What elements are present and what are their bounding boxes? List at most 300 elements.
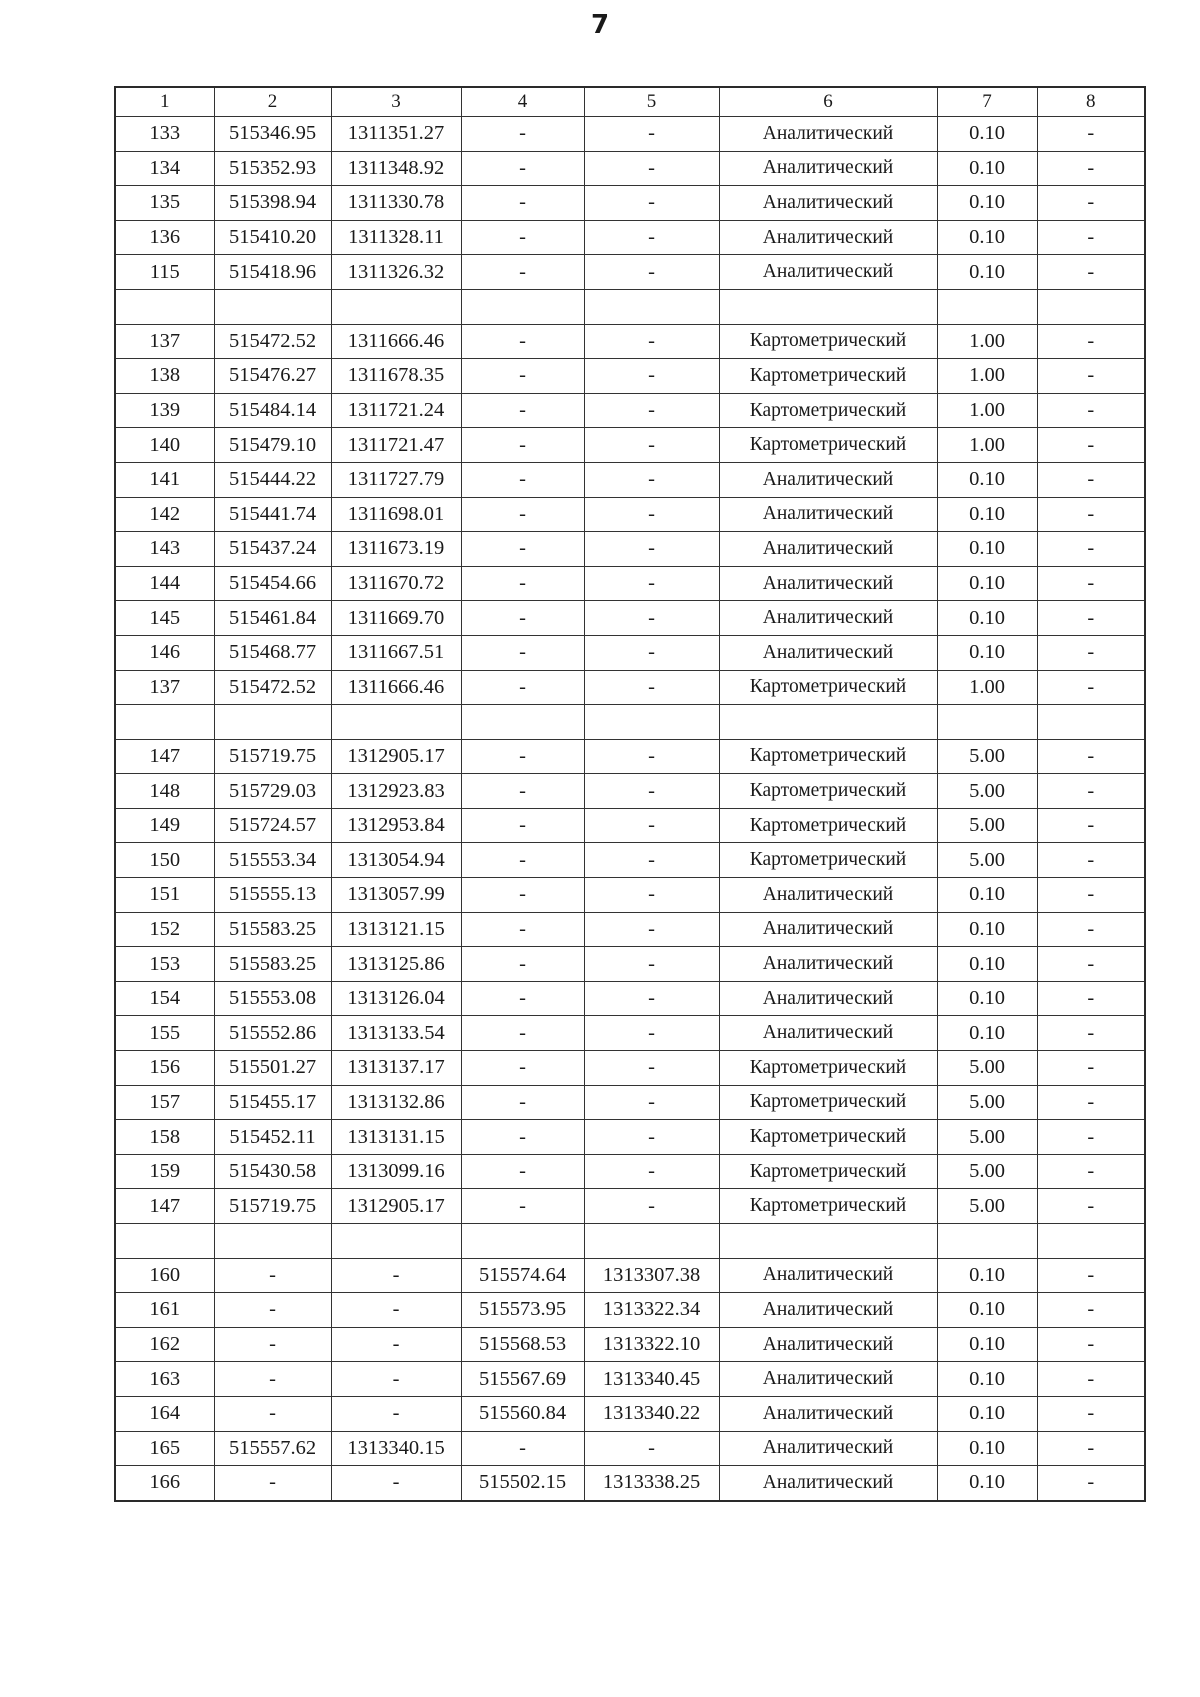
- table-row: [115, 1016, 1145, 1051]
- accuracy-cell: 0.10: [937, 1362, 1037, 1397]
- x-coordinate-cell: -: [214, 1293, 331, 1328]
- table-row: [115, 324, 1145, 359]
- method-cell: Картометрический: [719, 324, 937, 359]
- y-coordinate-cell: 1313057.99: [331, 878, 461, 913]
- column-header: 7: [937, 87, 1037, 117]
- x-new-coordinate-cell: -: [461, 1431, 584, 1466]
- x-coordinate-cell: [214, 289, 331, 324]
- accuracy-cell: 0.10: [937, 151, 1037, 186]
- y-coordinate-cell: 1311721.24: [331, 393, 461, 428]
- table-row: [115, 1362, 1145, 1397]
- point-number-cell: [115, 1224, 214, 1259]
- table-row: [115, 1466, 1145, 1501]
- x-coordinate-cell: 515468.77: [214, 635, 331, 670]
- y-coordinate-cell: 1311326.32: [331, 255, 461, 290]
- table-row: [115, 774, 1145, 809]
- y-new-coordinate-cell: -: [584, 532, 719, 567]
- table-row: [115, 1327, 1145, 1362]
- method-cell: Аналитический: [719, 947, 937, 982]
- x-new-coordinate-cell: 515573.95: [461, 1293, 584, 1328]
- accuracy-cell: 0.10: [937, 1466, 1037, 1501]
- x-new-coordinate-cell: -: [461, 601, 584, 636]
- accuracy-cell: 5.00: [937, 774, 1037, 809]
- x-new-coordinate-cell: [461, 289, 584, 324]
- method-cell: Картометрический: [719, 1051, 937, 1086]
- x-new-coordinate-cell: -: [461, 532, 584, 567]
- table-row: [115, 393, 1145, 428]
- point-number-cell: 150: [115, 843, 214, 878]
- point-number-cell: 147: [115, 739, 214, 774]
- x-coordinate-cell: 515472.52: [214, 670, 331, 705]
- accuracy-cell: 5.00: [937, 1051, 1037, 1086]
- accuracy-cell: 1.00: [937, 359, 1037, 394]
- y-new-coordinate-cell: -: [584, 497, 719, 532]
- table-header-row: [115, 87, 1145, 117]
- note-cell: -: [1037, 324, 1145, 359]
- point-number-cell: 160: [115, 1258, 214, 1293]
- point-number-cell: 149: [115, 808, 214, 843]
- x-coordinate-cell: 515553.08: [214, 981, 331, 1016]
- point-number-cell: [115, 289, 214, 324]
- y-new-coordinate-cell: -: [584, 1120, 719, 1155]
- x-coordinate-cell: 515484.14: [214, 393, 331, 428]
- table-separator-row: [115, 1224, 1145, 1259]
- x-coordinate-cell: 515472.52: [214, 324, 331, 359]
- note-cell: -: [1037, 1466, 1145, 1501]
- point-number-cell: 142: [115, 497, 214, 532]
- y-coordinate-cell: 1311721.47: [331, 428, 461, 463]
- note-cell: -: [1037, 1396, 1145, 1431]
- x-new-coordinate-cell: -: [461, 497, 584, 532]
- point-number-cell: 139: [115, 393, 214, 428]
- x-new-coordinate-cell: -: [461, 878, 584, 913]
- x-new-coordinate-cell: 515568.53: [461, 1327, 584, 1362]
- x-new-coordinate-cell: -: [461, 151, 584, 186]
- y-new-coordinate-cell: [584, 289, 719, 324]
- accuracy-cell: 0.10: [937, 186, 1037, 221]
- x-coordinate-cell: [214, 705, 331, 740]
- x-coordinate-cell: -: [214, 1396, 331, 1431]
- method-cell: Аналитический: [719, 1327, 937, 1362]
- x-new-coordinate-cell: -: [461, 1120, 584, 1155]
- y-new-coordinate-cell: 1313340.45: [584, 1362, 719, 1397]
- table-separator-row: [115, 705, 1145, 740]
- x-new-coordinate-cell: -: [461, 1051, 584, 1086]
- accuracy-cell: 5.00: [937, 1085, 1037, 1120]
- method-cell: [719, 1224, 937, 1259]
- x-new-coordinate-cell: -: [461, 117, 584, 152]
- table-row: [115, 670, 1145, 705]
- y-coordinate-cell: 1311348.92: [331, 151, 461, 186]
- y-new-coordinate-cell: -: [584, 635, 719, 670]
- table-row: [115, 255, 1145, 290]
- accuracy-cell: 0.10: [937, 220, 1037, 255]
- accuracy-cell: 0.10: [937, 947, 1037, 982]
- y-new-coordinate-cell: -: [584, 670, 719, 705]
- x-coordinate-cell: -: [214, 1466, 331, 1501]
- note-cell: -: [1037, 912, 1145, 947]
- method-cell: Аналитический: [719, 220, 937, 255]
- y-new-coordinate-cell: -: [584, 117, 719, 152]
- x-coordinate-cell: 515724.57: [214, 808, 331, 843]
- y-coordinate-cell: 1311727.79: [331, 462, 461, 497]
- x-new-coordinate-cell: 515574.64: [461, 1258, 584, 1293]
- accuracy-cell: 5.00: [937, 1189, 1037, 1224]
- table-row: [115, 359, 1145, 394]
- x-coordinate-cell: 515352.93: [214, 151, 331, 186]
- point-number-cell: 166: [115, 1466, 214, 1501]
- y-new-coordinate-cell: 1313307.38: [584, 1258, 719, 1293]
- point-number-cell: 145: [115, 601, 214, 636]
- table-separator-row: [115, 289, 1145, 324]
- table-row: [115, 497, 1145, 532]
- y-new-coordinate-cell: -: [584, 359, 719, 394]
- x-new-coordinate-cell: -: [461, 739, 584, 774]
- note-cell: -: [1037, 1327, 1145, 1362]
- note-cell: -: [1037, 1362, 1145, 1397]
- accuracy-cell: 0.10: [937, 635, 1037, 670]
- point-number-cell: 155: [115, 1016, 214, 1051]
- x-new-coordinate-cell: -: [461, 462, 584, 497]
- x-new-coordinate-cell: -: [461, 981, 584, 1016]
- table-row: [115, 151, 1145, 186]
- accuracy-cell: 0.10: [937, 601, 1037, 636]
- accuracy-cell: 0.10: [937, 1016, 1037, 1051]
- note-cell: -: [1037, 878, 1145, 913]
- y-new-coordinate-cell: [584, 705, 719, 740]
- point-number-cell: 146: [115, 635, 214, 670]
- x-new-coordinate-cell: -: [461, 393, 584, 428]
- table-row: [115, 1396, 1145, 1431]
- point-number-cell: 157: [115, 1085, 214, 1120]
- accuracy-cell: 0.10: [937, 1431, 1037, 1466]
- y-coordinate-cell: 1313099.16: [331, 1154, 461, 1189]
- point-number-cell: 161: [115, 1293, 214, 1328]
- x-new-coordinate-cell: -: [461, 255, 584, 290]
- table-row: [115, 220, 1145, 255]
- point-number-cell: 136: [115, 220, 214, 255]
- point-number-cell: 115: [115, 255, 214, 290]
- y-new-coordinate-cell: -: [584, 151, 719, 186]
- x-coordinate-cell: [214, 1224, 331, 1259]
- accuracy-cell: 0.10: [937, 532, 1037, 567]
- table-row: [115, 601, 1145, 636]
- y-new-coordinate-cell: -: [584, 808, 719, 843]
- accuracy-cell: 5.00: [937, 808, 1037, 843]
- table-row: [115, 1154, 1145, 1189]
- accuracy-cell: 0.10: [937, 912, 1037, 947]
- method-cell: [719, 289, 937, 324]
- accuracy-cell: 5.00: [937, 843, 1037, 878]
- accuracy-cell: 1.00: [937, 324, 1037, 359]
- y-new-coordinate-cell: -: [584, 220, 719, 255]
- y-coordinate-cell: -: [331, 1396, 461, 1431]
- y-new-coordinate-cell: -: [584, 255, 719, 290]
- point-number-cell: 140: [115, 428, 214, 463]
- accuracy-cell: 5.00: [937, 739, 1037, 774]
- y-coordinate-cell: 1311678.35: [331, 359, 461, 394]
- accuracy-cell: 0.10: [937, 462, 1037, 497]
- note-cell: -: [1037, 1120, 1145, 1155]
- y-coordinate-cell: [331, 289, 461, 324]
- column-header: 8: [1037, 87, 1145, 117]
- x-coordinate-cell: 515479.10: [214, 428, 331, 463]
- x-new-coordinate-cell: 515502.15: [461, 1466, 584, 1501]
- x-new-coordinate-cell: 515560.84: [461, 1396, 584, 1431]
- x-new-coordinate-cell: -: [461, 635, 584, 670]
- accuracy-cell: 1.00: [937, 670, 1037, 705]
- x-new-coordinate-cell: -: [461, 186, 584, 221]
- column-header: 6: [719, 87, 937, 117]
- point-number-cell: 164: [115, 1396, 214, 1431]
- note-cell: -: [1037, 808, 1145, 843]
- method-cell: Картометрический: [719, 1189, 937, 1224]
- method-cell: Аналитический: [719, 151, 937, 186]
- table-row: [115, 428, 1145, 463]
- y-coordinate-cell: 1313340.15: [331, 1431, 461, 1466]
- note-cell: -: [1037, 462, 1145, 497]
- x-coordinate-cell: -: [214, 1258, 331, 1293]
- method-cell: Картометрический: [719, 428, 937, 463]
- table-row: [115, 912, 1145, 947]
- accuracy-cell: 0.10: [937, 1293, 1037, 1328]
- y-new-coordinate-cell: -: [584, 981, 719, 1016]
- note-cell: -: [1037, 497, 1145, 532]
- y-coordinate-cell: [331, 1224, 461, 1259]
- point-number-cell: 159: [115, 1154, 214, 1189]
- method-cell: Картометрический: [719, 393, 937, 428]
- y-coordinate-cell: 1313137.17: [331, 1051, 461, 1086]
- point-number-cell: 143: [115, 532, 214, 567]
- x-coordinate-cell: 515346.95: [214, 117, 331, 152]
- x-coordinate-cell: 515583.25: [214, 947, 331, 982]
- table-row: [115, 981, 1145, 1016]
- y-coordinate-cell: 1311666.46: [331, 670, 461, 705]
- x-coordinate-cell: 515455.17: [214, 1085, 331, 1120]
- method-cell: Аналитический: [719, 1258, 937, 1293]
- accuracy-cell: 1.00: [937, 393, 1037, 428]
- point-number-cell: 148: [115, 774, 214, 809]
- y-new-coordinate-cell: -: [584, 1189, 719, 1224]
- method-cell: Картометрический: [719, 774, 937, 809]
- note-cell: -: [1037, 151, 1145, 186]
- x-new-coordinate-cell: [461, 705, 584, 740]
- y-new-coordinate-cell: -: [584, 393, 719, 428]
- accuracy-cell: [937, 705, 1037, 740]
- x-coordinate-cell: 515398.94: [214, 186, 331, 221]
- method-cell: Аналитический: [719, 878, 937, 913]
- accuracy-cell: 0.10: [937, 981, 1037, 1016]
- table-row: [115, 532, 1145, 567]
- y-new-coordinate-cell: [584, 1224, 719, 1259]
- x-coordinate-cell: 515553.34: [214, 843, 331, 878]
- note-cell: -: [1037, 428, 1145, 463]
- table-row: [115, 1293, 1145, 1328]
- x-coordinate-cell: 515454.66: [214, 566, 331, 601]
- point-number-cell: [115, 705, 214, 740]
- point-number-cell: 138: [115, 359, 214, 394]
- y-new-coordinate-cell: 1313340.22: [584, 1396, 719, 1431]
- y-coordinate-cell: 1312953.84: [331, 808, 461, 843]
- x-new-coordinate-cell: [461, 1224, 584, 1259]
- note-cell: -: [1037, 1085, 1145, 1120]
- table-row: [115, 1431, 1145, 1466]
- x-coordinate-cell: 515501.27: [214, 1051, 331, 1086]
- accuracy-cell: 0.10: [937, 1396, 1037, 1431]
- y-coordinate-cell: 1313131.15: [331, 1120, 461, 1155]
- x-new-coordinate-cell: -: [461, 670, 584, 705]
- method-cell: Аналитический: [719, 186, 937, 221]
- y-new-coordinate-cell: 1313322.10: [584, 1327, 719, 1362]
- table-row: [115, 186, 1145, 221]
- point-number-cell: 152: [115, 912, 214, 947]
- table-row: [115, 635, 1145, 670]
- method-cell: Аналитический: [719, 912, 937, 947]
- method-cell: Аналитический: [719, 981, 937, 1016]
- y-new-coordinate-cell: -: [584, 428, 719, 463]
- method-cell: Аналитический: [719, 1431, 937, 1466]
- column-header: 4: [461, 87, 584, 117]
- method-cell: Аналитический: [719, 566, 937, 601]
- y-coordinate-cell: 1311330.78: [331, 186, 461, 221]
- y-coordinate-cell: 1313054.94: [331, 843, 461, 878]
- point-number-cell: 158: [115, 1120, 214, 1155]
- accuracy-cell: [937, 1224, 1037, 1259]
- y-coordinate-cell: 1312905.17: [331, 1189, 461, 1224]
- y-coordinate-cell: 1311328.11: [331, 220, 461, 255]
- method-cell: Картометрический: [719, 1120, 937, 1155]
- note-cell: -: [1037, 186, 1145, 221]
- accuracy-cell: 1.00: [937, 428, 1037, 463]
- point-number-cell: 163: [115, 1362, 214, 1397]
- note-cell: [1037, 1224, 1145, 1259]
- x-coordinate-cell: 515583.25: [214, 912, 331, 947]
- method-cell: [719, 705, 937, 740]
- method-cell: Аналитический: [719, 462, 937, 497]
- x-new-coordinate-cell: -: [461, 947, 584, 982]
- x-coordinate-cell: 515719.75: [214, 1189, 331, 1224]
- y-new-coordinate-cell: -: [584, 912, 719, 947]
- column-header: 1: [115, 87, 214, 117]
- accuracy-cell: 0.10: [937, 117, 1037, 152]
- table-row: [115, 1051, 1145, 1086]
- x-coordinate-cell: -: [214, 1362, 331, 1397]
- x-coordinate-cell: 515452.11: [214, 1120, 331, 1155]
- point-number-cell: 147: [115, 1189, 214, 1224]
- note-cell: -: [1037, 1258, 1145, 1293]
- note-cell: -: [1037, 1051, 1145, 1086]
- y-new-coordinate-cell: -: [584, 1085, 719, 1120]
- y-coordinate-cell: -: [331, 1293, 461, 1328]
- note-cell: -: [1037, 635, 1145, 670]
- note-cell: -: [1037, 739, 1145, 774]
- y-new-coordinate-cell: 1313338.25: [584, 1466, 719, 1501]
- x-new-coordinate-cell: -: [461, 1016, 584, 1051]
- x-coordinate-cell: 515441.74: [214, 497, 331, 532]
- y-coordinate-cell: 1313132.86: [331, 1085, 461, 1120]
- point-number-cell: 144: [115, 566, 214, 601]
- y-coordinate-cell: 1312905.17: [331, 739, 461, 774]
- table-row: [115, 1085, 1145, 1120]
- method-cell: Картометрический: [719, 359, 937, 394]
- x-new-coordinate-cell: -: [461, 912, 584, 947]
- x-new-coordinate-cell: -: [461, 774, 584, 809]
- y-coordinate-cell: -: [331, 1466, 461, 1501]
- table-row: [115, 117, 1145, 152]
- method-cell: Аналитический: [719, 1396, 937, 1431]
- method-cell: Аналитический: [719, 255, 937, 290]
- point-number-cell: 137: [115, 324, 214, 359]
- y-coordinate-cell: 1313125.86: [331, 947, 461, 982]
- y-new-coordinate-cell: -: [584, 1154, 719, 1189]
- x-coordinate-cell: 515444.22: [214, 462, 331, 497]
- note-cell: -: [1037, 981, 1145, 1016]
- note-cell: -: [1037, 843, 1145, 878]
- point-number-cell: 154: [115, 981, 214, 1016]
- accuracy-cell: 0.10: [937, 1258, 1037, 1293]
- note-cell: -: [1037, 255, 1145, 290]
- y-coordinate-cell: 1311669.70: [331, 601, 461, 636]
- table-row: [115, 843, 1145, 878]
- accuracy-cell: [937, 289, 1037, 324]
- point-number-cell: 141: [115, 462, 214, 497]
- x-coordinate-cell: -: [214, 1327, 331, 1362]
- method-cell: Аналитический: [719, 532, 937, 567]
- x-coordinate-cell: 515461.84: [214, 601, 331, 636]
- method-cell: Аналитический: [719, 1293, 937, 1328]
- y-new-coordinate-cell: -: [584, 843, 719, 878]
- y-new-coordinate-cell: -: [584, 186, 719, 221]
- table-row: [115, 947, 1145, 982]
- method-cell: Картометрический: [719, 670, 937, 705]
- page-number: 7: [590, 10, 610, 40]
- point-number-cell: 137: [115, 670, 214, 705]
- note-cell: -: [1037, 947, 1145, 982]
- x-new-coordinate-cell: -: [461, 359, 584, 394]
- note-cell: -: [1037, 1154, 1145, 1189]
- accuracy-cell: 5.00: [937, 1154, 1037, 1189]
- x-coordinate-cell: 515437.24: [214, 532, 331, 567]
- method-cell: Аналитический: [719, 497, 937, 532]
- y-coordinate-cell: 1311698.01: [331, 497, 461, 532]
- method-cell: Картометрический: [719, 1085, 937, 1120]
- accuracy-cell: 5.00: [937, 1120, 1037, 1155]
- y-coordinate-cell: 1313121.15: [331, 912, 461, 947]
- point-number-cell: 156: [115, 1051, 214, 1086]
- note-cell: -: [1037, 1016, 1145, 1051]
- method-cell: Аналитический: [719, 601, 937, 636]
- note-cell: -: [1037, 670, 1145, 705]
- y-new-coordinate-cell: -: [584, 947, 719, 982]
- note-cell: [1037, 705, 1145, 740]
- method-cell: Аналитический: [719, 117, 937, 152]
- x-new-coordinate-cell: -: [461, 220, 584, 255]
- accuracy-cell: 0.10: [937, 1327, 1037, 1362]
- point-number-cell: 162: [115, 1327, 214, 1362]
- x-new-coordinate-cell: -: [461, 1085, 584, 1120]
- x-new-coordinate-cell: -: [461, 1189, 584, 1224]
- point-number-cell: 133: [115, 117, 214, 152]
- accuracy-cell: 0.10: [937, 497, 1037, 532]
- note-cell: -: [1037, 601, 1145, 636]
- y-coordinate-cell: -: [331, 1327, 461, 1362]
- accuracy-cell: 0.10: [937, 878, 1037, 913]
- y-coordinate-cell: -: [331, 1258, 461, 1293]
- note-cell: -: [1037, 774, 1145, 809]
- x-new-coordinate-cell: 515567.69: [461, 1362, 584, 1397]
- point-number-cell: 135: [115, 186, 214, 221]
- method-cell: Аналитический: [719, 1362, 937, 1397]
